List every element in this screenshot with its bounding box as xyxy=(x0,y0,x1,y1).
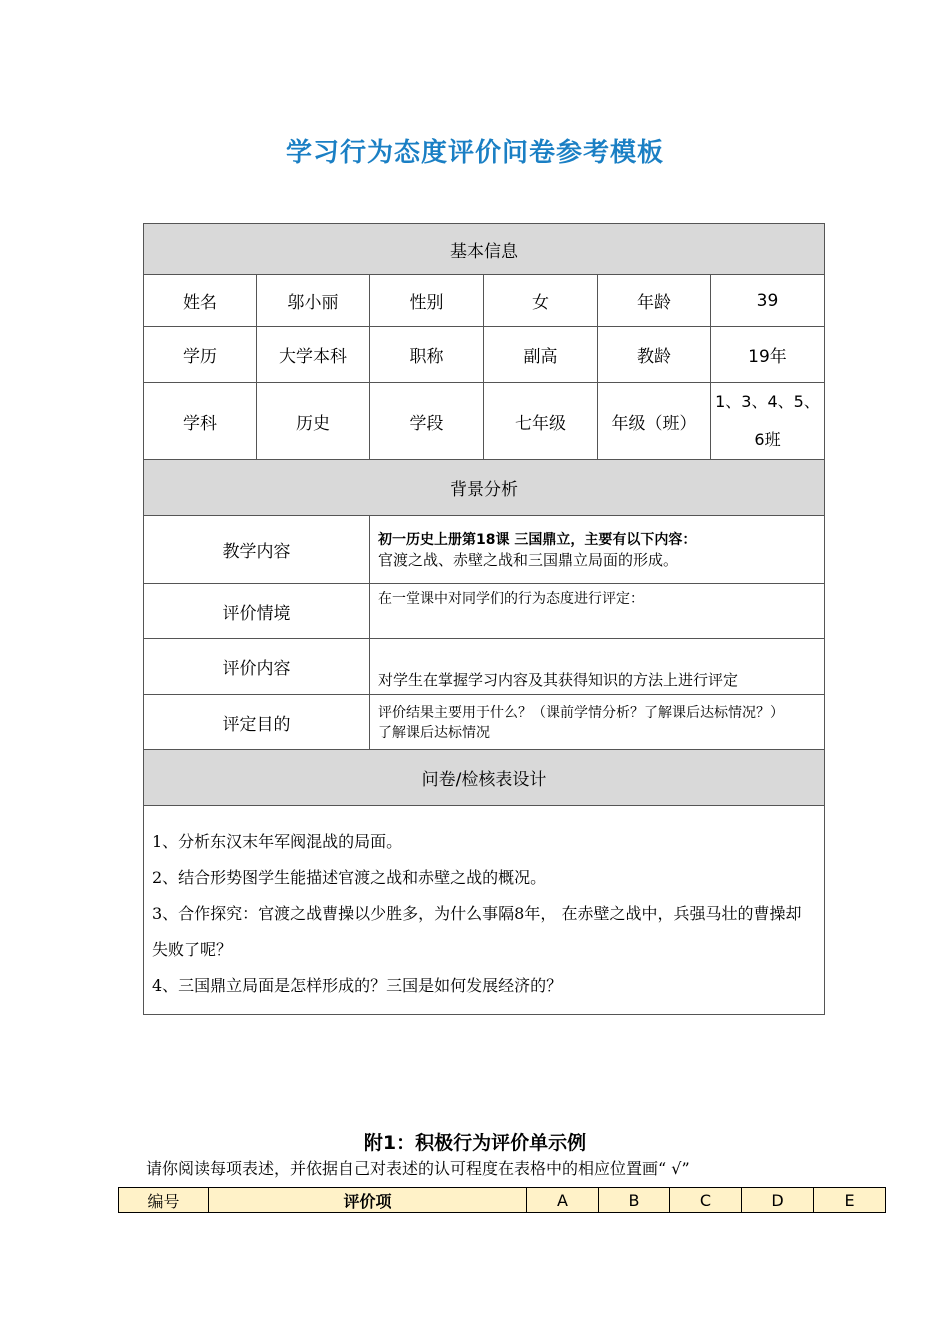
table-row xyxy=(144,806,825,1015)
table-row xyxy=(144,516,825,584)
table-row xyxy=(144,383,825,460)
column-header: B xyxy=(599,1188,670,1213)
column-header: D xyxy=(742,1188,814,1213)
teaching-content-value xyxy=(370,516,825,584)
eval-situation-label: 评价情境 xyxy=(144,584,370,639)
eval-purpose-value xyxy=(370,695,825,750)
cell-label: 教龄 xyxy=(598,327,711,383)
eval-content-value: 对学生在掌握学习内容及其获得知识的方法上进行评定 xyxy=(370,639,825,695)
teaching-content-line2: 官渡之战、赤壁之战和三国鼎立局面的形成。 xyxy=(378,551,679,569)
cell-label: 年龄 xyxy=(598,275,711,327)
appendix-title: 附1：积极行为评价单示例 xyxy=(363,1132,587,1154)
question-item: 1、分析东汉末年军阀混战的局面。 xyxy=(152,832,403,851)
teaching-content-line1: 初一历史上册第18课 三国鼎立，主要有以下内容： xyxy=(378,532,697,548)
background-header: 背景分析 xyxy=(144,460,825,516)
eval-situation-value: 在一堂课中对同学们的行为态度进行评定： xyxy=(370,584,825,639)
column-header: 评价项 xyxy=(209,1188,527,1213)
cell-value: 邬小丽 xyxy=(257,275,370,327)
table-row xyxy=(144,584,825,639)
cell-label: 性别 xyxy=(370,275,484,327)
basic-info-header: 基本信息 xyxy=(144,224,825,275)
page-title: 学习行为态度评价问卷参考模板 xyxy=(285,138,664,168)
column-header: E xyxy=(814,1188,886,1213)
cell-value: 1、3、4、5、6班 xyxy=(711,383,825,460)
cell-label: 姓名 xyxy=(144,275,257,327)
design-questions xyxy=(144,806,825,1015)
cell-label: 职称 xyxy=(370,327,484,383)
cell-value: 大学本科 xyxy=(257,327,370,383)
eval-purpose-line2: 了解课后达标情况 xyxy=(378,725,490,741)
column-header: A xyxy=(527,1188,599,1213)
cell-value: 39 xyxy=(711,275,825,327)
section-design xyxy=(144,750,825,806)
appendix-table xyxy=(118,1187,886,1213)
evaluation-table xyxy=(143,223,825,1015)
cell-value: 历史 xyxy=(257,383,370,460)
cell-label: 学科 xyxy=(144,383,257,460)
eval-purpose-line1: 评价结果主要用于什么？（课前学情分析？了解课后达标情况？） xyxy=(378,705,784,721)
eval-purpose-label: 评定目的 xyxy=(144,695,370,750)
design-header: 问卷/检核表设计 xyxy=(144,750,825,806)
column-header: 编号 xyxy=(119,1188,209,1213)
section-basic-info xyxy=(144,224,825,275)
cell-value: 七年级 xyxy=(484,383,598,460)
appendix-header-row xyxy=(119,1188,886,1213)
appendix-instruction: 请你阅读每项表述，并依据自己对表述的认可程度在表格中的相应位置画“ √” xyxy=(146,1159,690,1178)
question-item: 2、结合形势图学生能描述官渡之战和赤壁之战的概况。 xyxy=(152,868,547,887)
column-header: C xyxy=(670,1188,742,1213)
cell-value: 女 xyxy=(484,275,598,327)
eval-content-label: 评价内容 xyxy=(144,639,370,695)
cell-label: 年级（班） xyxy=(598,383,711,460)
cell-label: 学历 xyxy=(144,327,257,383)
teaching-content-label: 教学内容 xyxy=(144,516,370,584)
table-row xyxy=(144,639,825,695)
cell-value: 19年 xyxy=(711,327,825,383)
section-background xyxy=(144,460,825,516)
question-item: 4、三国鼎立局面是怎样形成的？三国是如何发展经济的？ xyxy=(152,976,563,995)
question-item: 3、合作探究：官渡之战曹操以少胜多，为什么事隔8年， 在赤壁之战中，兵强马壮的曹操却失败了呢？ xyxy=(152,904,802,959)
cell-label: 学段 xyxy=(370,383,484,460)
table-row xyxy=(144,275,825,327)
cell-value: 副高 xyxy=(484,327,598,383)
table-row xyxy=(144,327,825,383)
table-row xyxy=(144,695,825,750)
